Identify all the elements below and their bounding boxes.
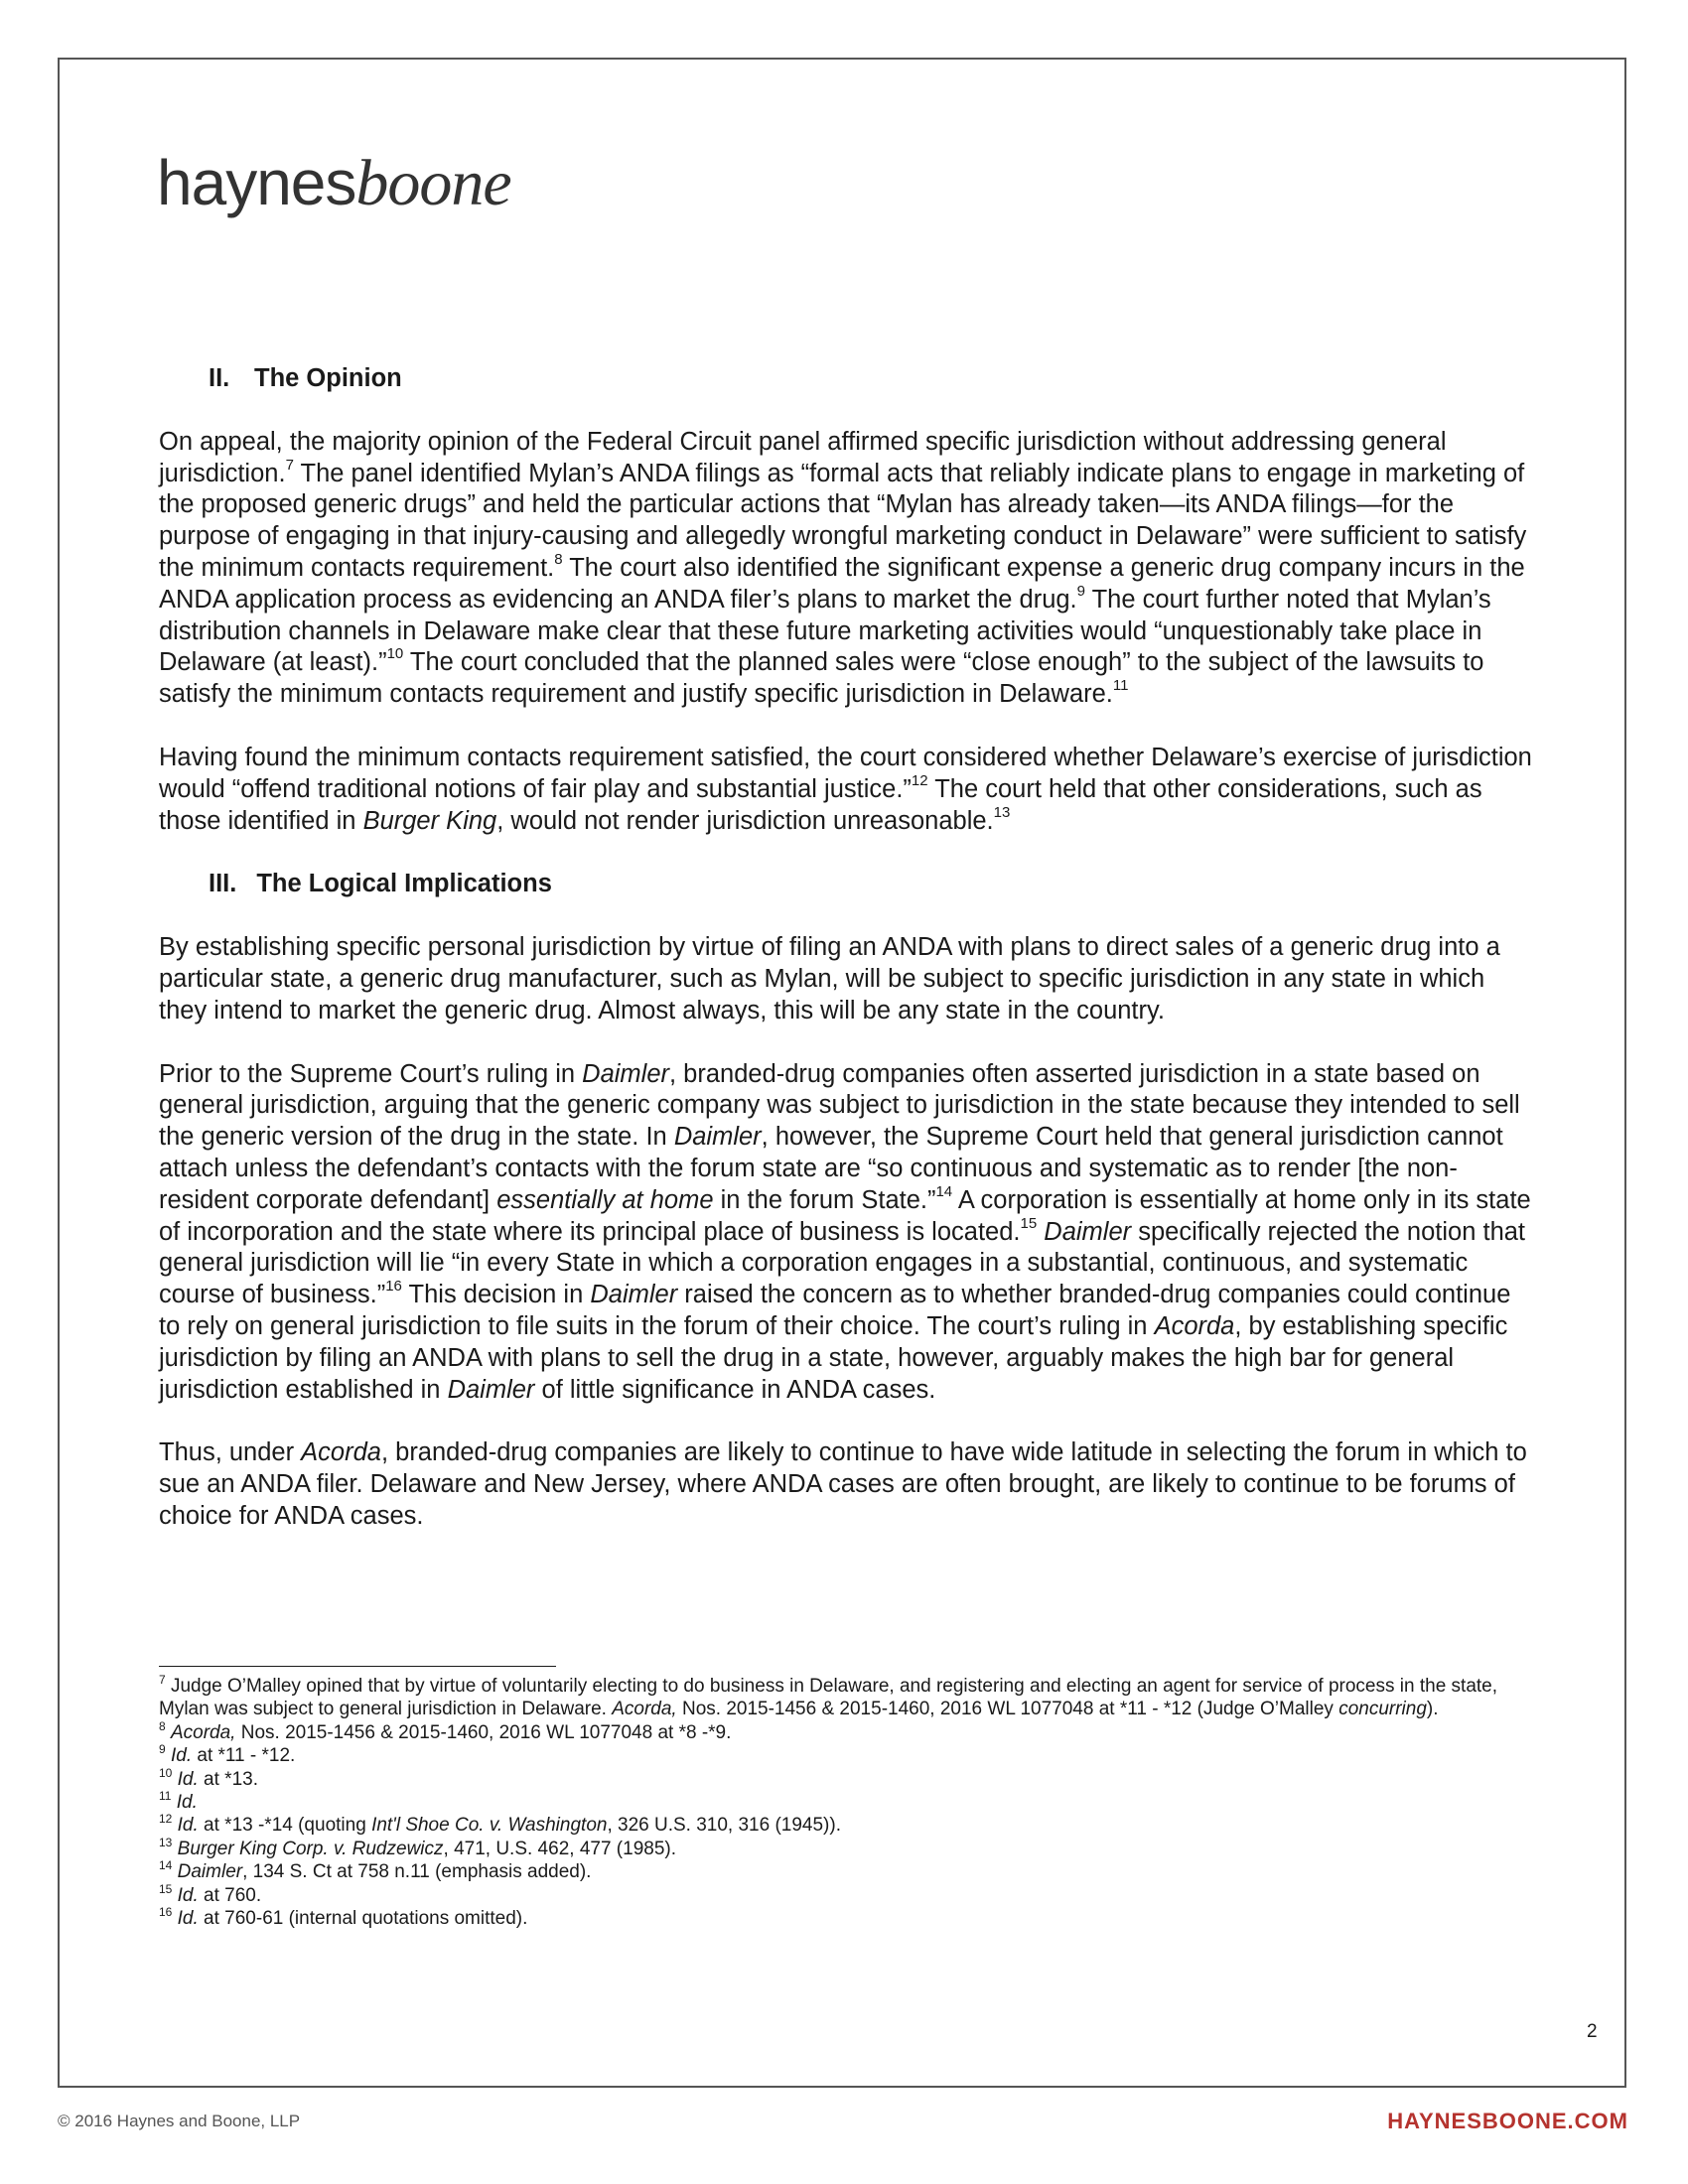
emphasis: essentially at home: [496, 1185, 714, 1214]
page-number: 2: [1587, 2021, 1598, 2042]
footnote-14: $^{14}$ Daimler, 134 S. Ct at 758 n.11 (emphasis added).: [159, 1858, 592, 1883]
footnote-ref: 9: [1076, 582, 1085, 600]
footnote-ref: 13: [993, 803, 1011, 821]
section-heading-opinion: [209, 363, 1534, 395]
section-title: The Opinion: [254, 364, 402, 392]
case-name: Daimler: [1044, 1217, 1132, 1246]
haynesboone-logo: [157, 147, 511, 219]
case-name: Daimler: [673, 1123, 762, 1152]
logo-part-haynes: haynes: [157, 147, 356, 218]
footnote-ref: 12: [911, 771, 928, 789]
logo-part-boone: boone: [355, 147, 511, 219]
footnote-13: $^{13}$ Burger King Corp. v. Rudzewicz, 471, U.S. 462, 477 (1985).: [159, 1835, 677, 1859]
paragraph-implications-2: Prior to the Supreme Court’s ruling in Daimler, branded-drug companies often asserted jurisdiction in a state based on general jurisdiction, arguing that the generic company was subject to jurisdiction in the state because they intended to sell the generic version of the drug in the state. In Daimler, however, the Supreme Court held that general jurisdiction cannot attach unless the defendant’s contacts with the forum state are “so continuous and systematic as to render [the non-resident corporate defendant] essentially at home in the forum State.”$^{14}$ A corporation is essentially at home only in its state of incorporation and the state where its principal place of business is located.$^{15}$ Daimler specifically rejected the notion that general jurisdiction will lie “in every State in which a corporation engages in a substantial, continuous, and systematic course of business.”$^{16}$ This decision in Daimler raised the concern as to whether branded-drug companies could continue to rely on general jurisdiction to file suits in the forum of their choice. The court’s ruling in Acorda, by establishing specific jurisdiction by filing an ANDA with plans to sell the drug in a state, however, arguably makes the high bar for general jurisdiction established in Daimler of little significance in ANDA cases.: [159, 1059, 1531, 1404]
case-name: Daimler: [447, 1375, 535, 1404]
footnote-7: $^7$ Judge O’Malley opined that by virtue of voluntarily electing to do business in Delaware, and registering and electing an agent for service of process in the state, Mylan was subject to general jurisdiction in Delaware. Acorda, Nos. 2015-1456 & 2015-1460, 2016 WL 1077048 at *11 - *12 (Judge O’Malley concurring).: [159, 1673, 1498, 1720]
section-number: III.: [209, 870, 237, 898]
paragraph-implications-3: Thus, under Acorda, branded-drug companies are likely to continue to have wide latitude in selecting the forum in which to sue an ANDA filer. Delaware and New Jersey, where ANDA cases are often brought, are likely to continue to be forums of choice for ANDA cases.: [159, 1438, 1527, 1530]
footnote-10: $^{10}$ Id. at *13.: [159, 1765, 258, 1790]
footnote-9: $^9$ Id. at *11 - *12.: [159, 1742, 296, 1767]
footnote-ref: 11: [1112, 677, 1129, 695]
footnote-ref: 10: [386, 645, 404, 663]
paragraph-opinion-1: On appeal, the majority opinion of the Federal Circuit panel affirmed specific jurisdiction without addressing general jurisdiction.$^7$ The panel identified Mylan’s ANDA filings as “formal acts that reliably indicate plans to engage in marketing of the proposed generic drugs” and held the particular actions that “Mylan has already taken—its ANDA filings—for the purpose of engaging in that injury-causing and allegedly wrongful marketing conduct in Delaware” were sufficient to satisfy the minimum contacts requirement.$^8$ The court also identified the significant expense a generic drug company incurs in the ANDA application process as evidencing an ANDA filer’s plans to market the drug.$^9$ The court further noted that Mylan’s distribution channels in Delaware make clear that these future marketing activities would “unquestionably take place in Delaware (at least).”$^{10}$ The court concluded that the planned sales were “close enough” to the subject of the lawsuits to satisfy the minimum contacts requirement and justify specific jurisdiction in Delaware.$^{11}$: [159, 427, 1527, 709]
footnote-ref: 14: [935, 1182, 953, 1200]
footnote-ref: 16: [385, 1278, 402, 1296]
paragraph-implications-1: By establishing specific personal jurisdiction by virtue of filing an ANDA with plans to direct sales of a generic drug into a particular state, a generic drug manufacturer, such as Mylan, will be subject to specific jurisdiction in any state in which they intend to market the generic drug. Almost always, this will be any state in the country.: [159, 933, 1500, 1024]
section-title: The Logical Implications: [256, 870, 552, 898]
paragraph-opinion-2: Having found the minimum contacts requirement satisfied, the court considered whether Delaware’s exercise of jurisdiction would “offend traditional notions of fair play and substantial justice.”$^{12}$ The court held that other considerations, such as those identified in Burger King, would not render jurisdiction unreasonable.$^{13}$: [159, 743, 1532, 835]
footnotes: [159, 1675, 1534, 1930]
case-name: Daimler: [590, 1281, 678, 1309]
footnote-15: $^{15}$ Id. at 760.: [159, 1881, 262, 1906]
footnote-11: $^{11}$ Id.: [159, 1789, 198, 1814]
case-name: Acorda: [1154, 1311, 1235, 1340]
footnote-16: $^{16}$ Id. at 760-61 (internal quotations omitted).: [159, 1905, 528, 1930]
brand-link[interactable]: HAYNESBOONE.COM: [1387, 2109, 1628, 2133]
footnote-separator: [159, 1666, 556, 1667]
document-body: [159, 363, 1534, 1533]
case-name: Burger King: [362, 806, 497, 835]
footnote-ref: 8: [554, 550, 563, 568]
footnote-ref: 15: [1020, 1214, 1038, 1232]
copyright-notice: © 2016 Haynes and Boone, LLP: [58, 2112, 301, 2130]
section-number: II.: [209, 364, 230, 392]
case-name: Acorda: [301, 1438, 381, 1467]
footnote-ref: 7: [285, 456, 294, 474]
section-heading-implications: [209, 869, 1534, 900]
footnote-8: $^8$ Acorda, Nos. 2015-1456 & 2015-1460, 2016 WL 1077048 at *8 -*9.: [159, 1718, 732, 1743]
case-name: Daimler: [582, 1059, 669, 1088]
footnote-12: $^{12}$ Id. at *13 -*14 (quoting Int'l Shoe Co. v. Washington, 326 U.S. 310, 316 (1945)).: [159, 1812, 841, 1837]
